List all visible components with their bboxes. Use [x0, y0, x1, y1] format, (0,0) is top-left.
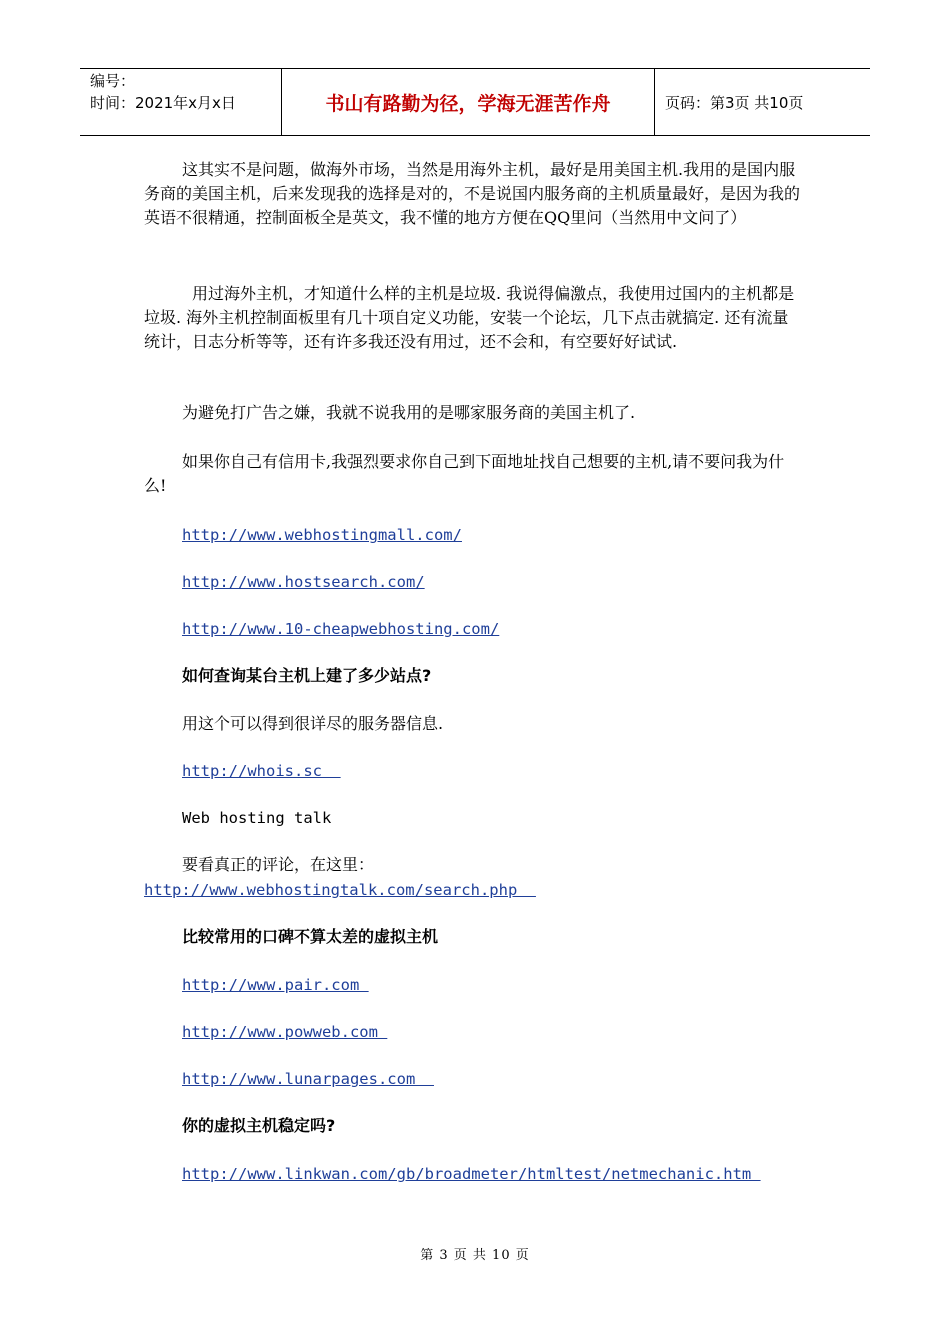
time-label: 时间：2021年x月x日 [90, 94, 236, 112]
link-pair[interactable]: http://www.pair.com [182, 976, 369, 994]
paragraph-4: 如果你自己有信用卡,我强烈要求你自己到下面地址找自己想要的主机,请不要问我为什么! [144, 452, 785, 495]
paragraph-5: 用这个可以得到很详尽的服务器信息. [182, 714, 444, 733]
number-label: 编号： [90, 72, 136, 90]
heading-host-stability: 你的虚拟主机稳定吗? [182, 1116, 336, 1135]
link-linkwan[interactable]: http://www.linkwan.com/gb/broadmeter/htmltest/netmechanic.htm [182, 1165, 761, 1183]
link-webhostingtalk[interactable]: http://www.webhostingtalk.com/search.php [144, 881, 536, 899]
header-motto: 书山有路勤为径，学海无涯苦作舟 [282, 69, 655, 135]
link-lunarpages[interactable]: http://www.lunarpages.com [182, 1070, 434, 1088]
link-whois[interactable]: http://whois.sc [182, 762, 341, 780]
page-header [80, 68, 870, 136]
paragraph-2: 用过海外主机，才知道什么样的主机是垃圾. 我说得偏激点，我使用过国内的主机都是垃圾. 海外主机控制面板里有几十项自定义功能，安装一个论坛，几下点击就搞定. 还有流量统计，日志分析等等，还有许多我还没有用过，还不会和，有空要好好试试. [144, 284, 795, 351]
link-10-cheapwebhosting[interactable]: http://www.10-cheapwebhosting.com/ [182, 620, 500, 638]
paragraph-6: 要看真正的评论，在这里： [182, 855, 375, 874]
paragraph-1: 这其实不是问题，做海外市场，当然是用海外主机，最好是用美国主机.我用的是国内服务商的美国主机，后来发现我的选择是对的，不是说国内服务商的主机质量最好，是因为我的英语不很精通，控制面板全是英文，我不懂的地方方便在QQ里问（当然用中文问了） [144, 160, 801, 227]
link-hostsearch[interactable]: http://www.hostsearch.com/ [182, 573, 425, 591]
heading-query-sites: 如何查询某台主机上建了多少站点? [182, 666, 432, 685]
link-powweb[interactable]: http://www.powweb.com [182, 1023, 388, 1041]
link-webhostingmall[interactable]: http://www.webhostingmall.com/ [182, 526, 462, 544]
header-page-info: 页码：第3页 共10页 [665, 93, 804, 112]
page-footer: 第 3 页 共 10 页 [420, 1248, 530, 1263]
heading-web-hosting-talk: Web hosting talk [182, 809, 332, 827]
header-meta [80, 69, 282, 135]
paragraph-3: 为避免打广告之嫌，我就不说我用的是哪家服务商的美国主机了. [182, 403, 636, 422]
heading-common-hosts: 比较常用的口碑不算太差的虚拟主机 [182, 927, 439, 946]
